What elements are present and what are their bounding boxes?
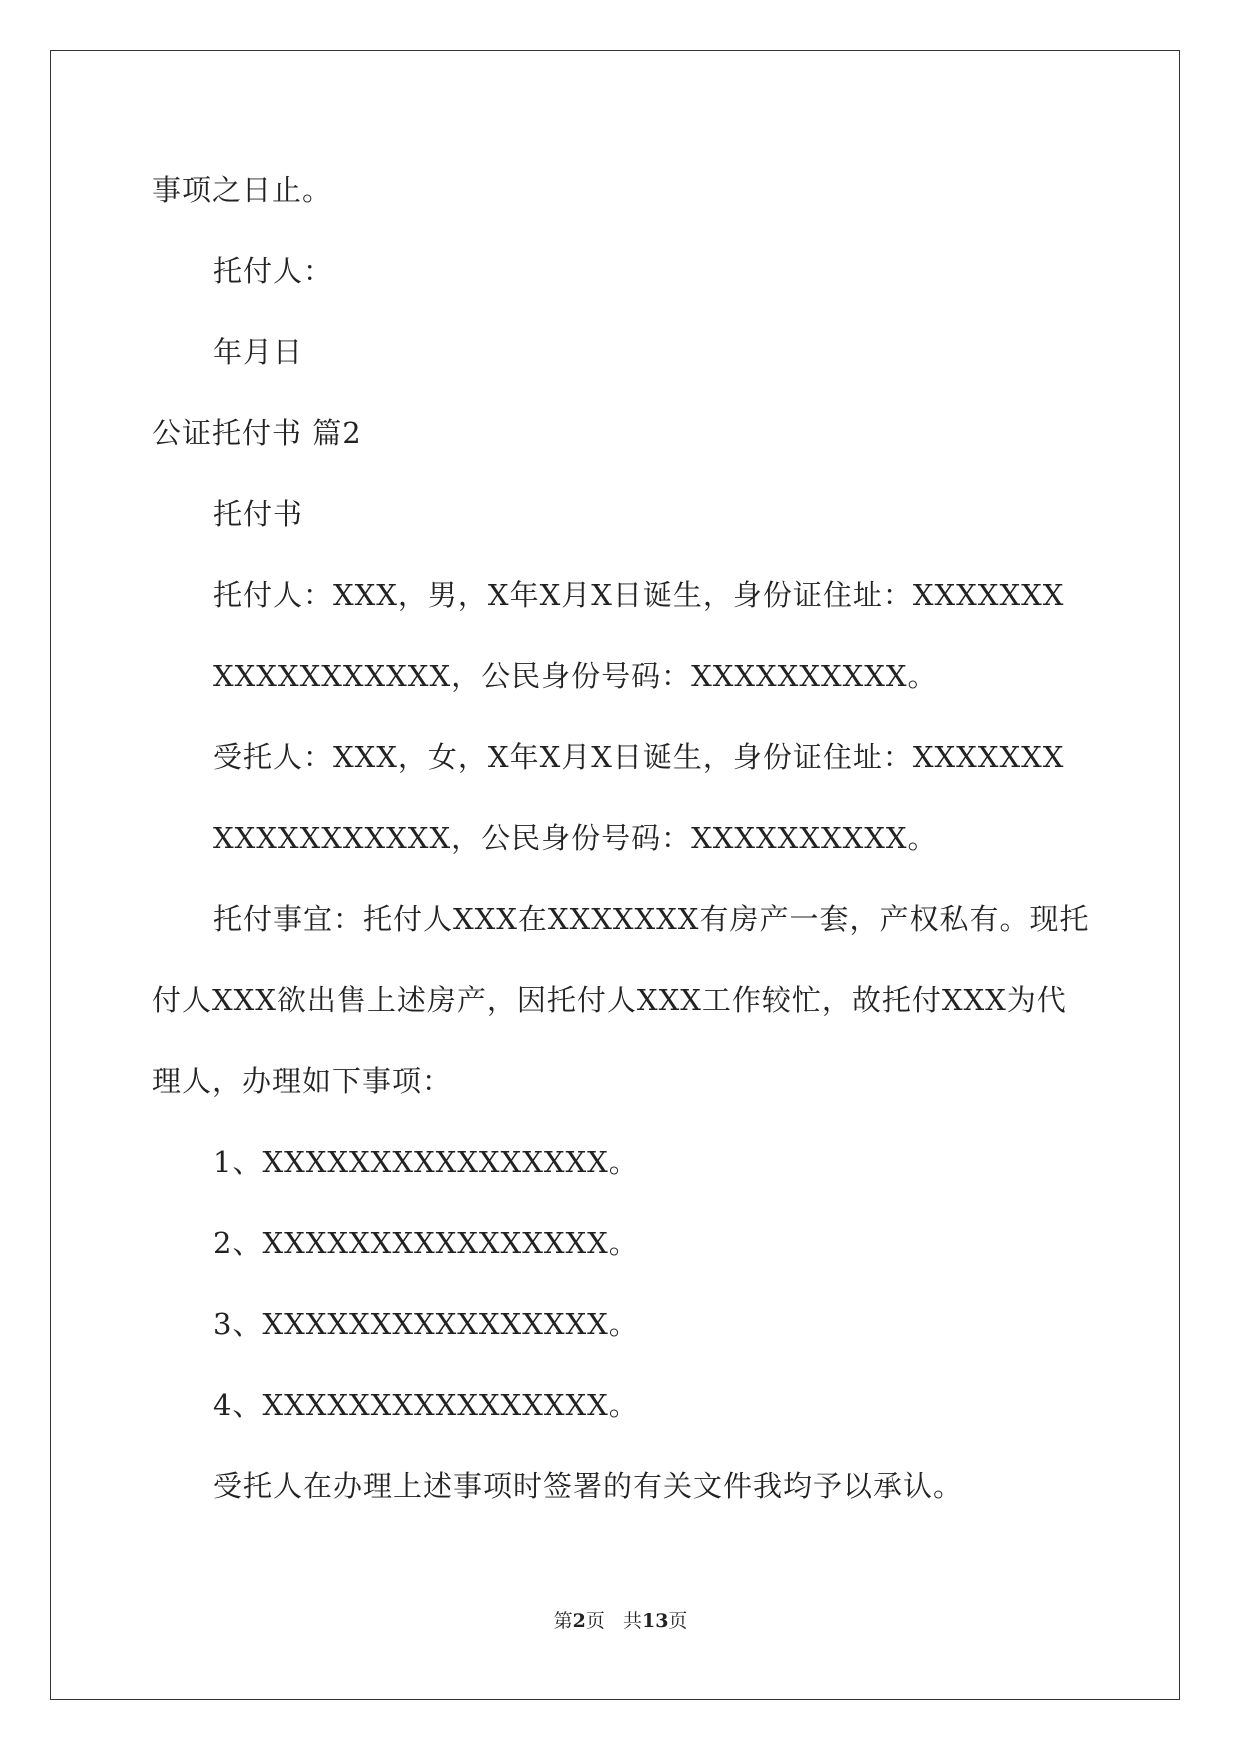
page-footer	[0, 1609, 1241, 1633]
list-item: 4、XXXXXXXXXXXXXXXX。	[213, 1388, 639, 1422]
section-heading: 公证托付书 篇2	[152, 416, 362, 450]
text-line: 受托人：XXX，女，X年X月X日诞生，身份证住址：XXXXXXX	[213, 740, 1065, 774]
footer-prefix: 第	[553, 1610, 573, 1632]
list-item: 2、XXXXXXXXXXXXXXXX。	[213, 1226, 639, 1260]
footer-page-unit: 页	[585, 1610, 605, 1632]
total-pages-number: 13	[641, 1610, 669, 1632]
document-title: 托付书	[213, 497, 304, 531]
text-line: 理人，办理如下事项：	[152, 1064, 453, 1098]
text-line: XXXXXXXXXXX，公民身份号码：XXXXXXXXXX。	[213, 821, 938, 855]
text-line: 受托人在办理上述事项时签署的有关文件我均予以承认。	[213, 1469, 964, 1503]
list-item: 1、XXXXXXXXXXXXXXXX。	[213, 1145, 639, 1179]
footer-total-unit: 页	[668, 1610, 688, 1632]
text-line: 年月日	[213, 335, 304, 369]
text-line: 付人XXX欲出售上述房产，因托付人XXX工作较忙，故托付XXX为代	[152, 983, 1067, 1017]
text-line: 托付人：XXX，男，X年X月X日诞生，身份证住址：XXXXXXX	[213, 578, 1065, 612]
text-line: XXXXXXXXXXX，公民身份号码：XXXXXXXXXX。	[213, 659, 938, 693]
text-line: 事项之日止。	[152, 173, 333, 207]
footer-total-prefix: 共	[622, 1610, 642, 1632]
text-line: 托付人：	[213, 254, 334, 288]
current-page-number: 2	[572, 1610, 586, 1632]
list-item: 3、XXXXXXXXXXXXXXXX。	[213, 1307, 639, 1341]
text-line: 托付事宜：托付人XXX在XXXXXXX有房产一套，产权私有。现托	[213, 902, 1090, 936]
page-border	[50, 50, 1180, 1700]
